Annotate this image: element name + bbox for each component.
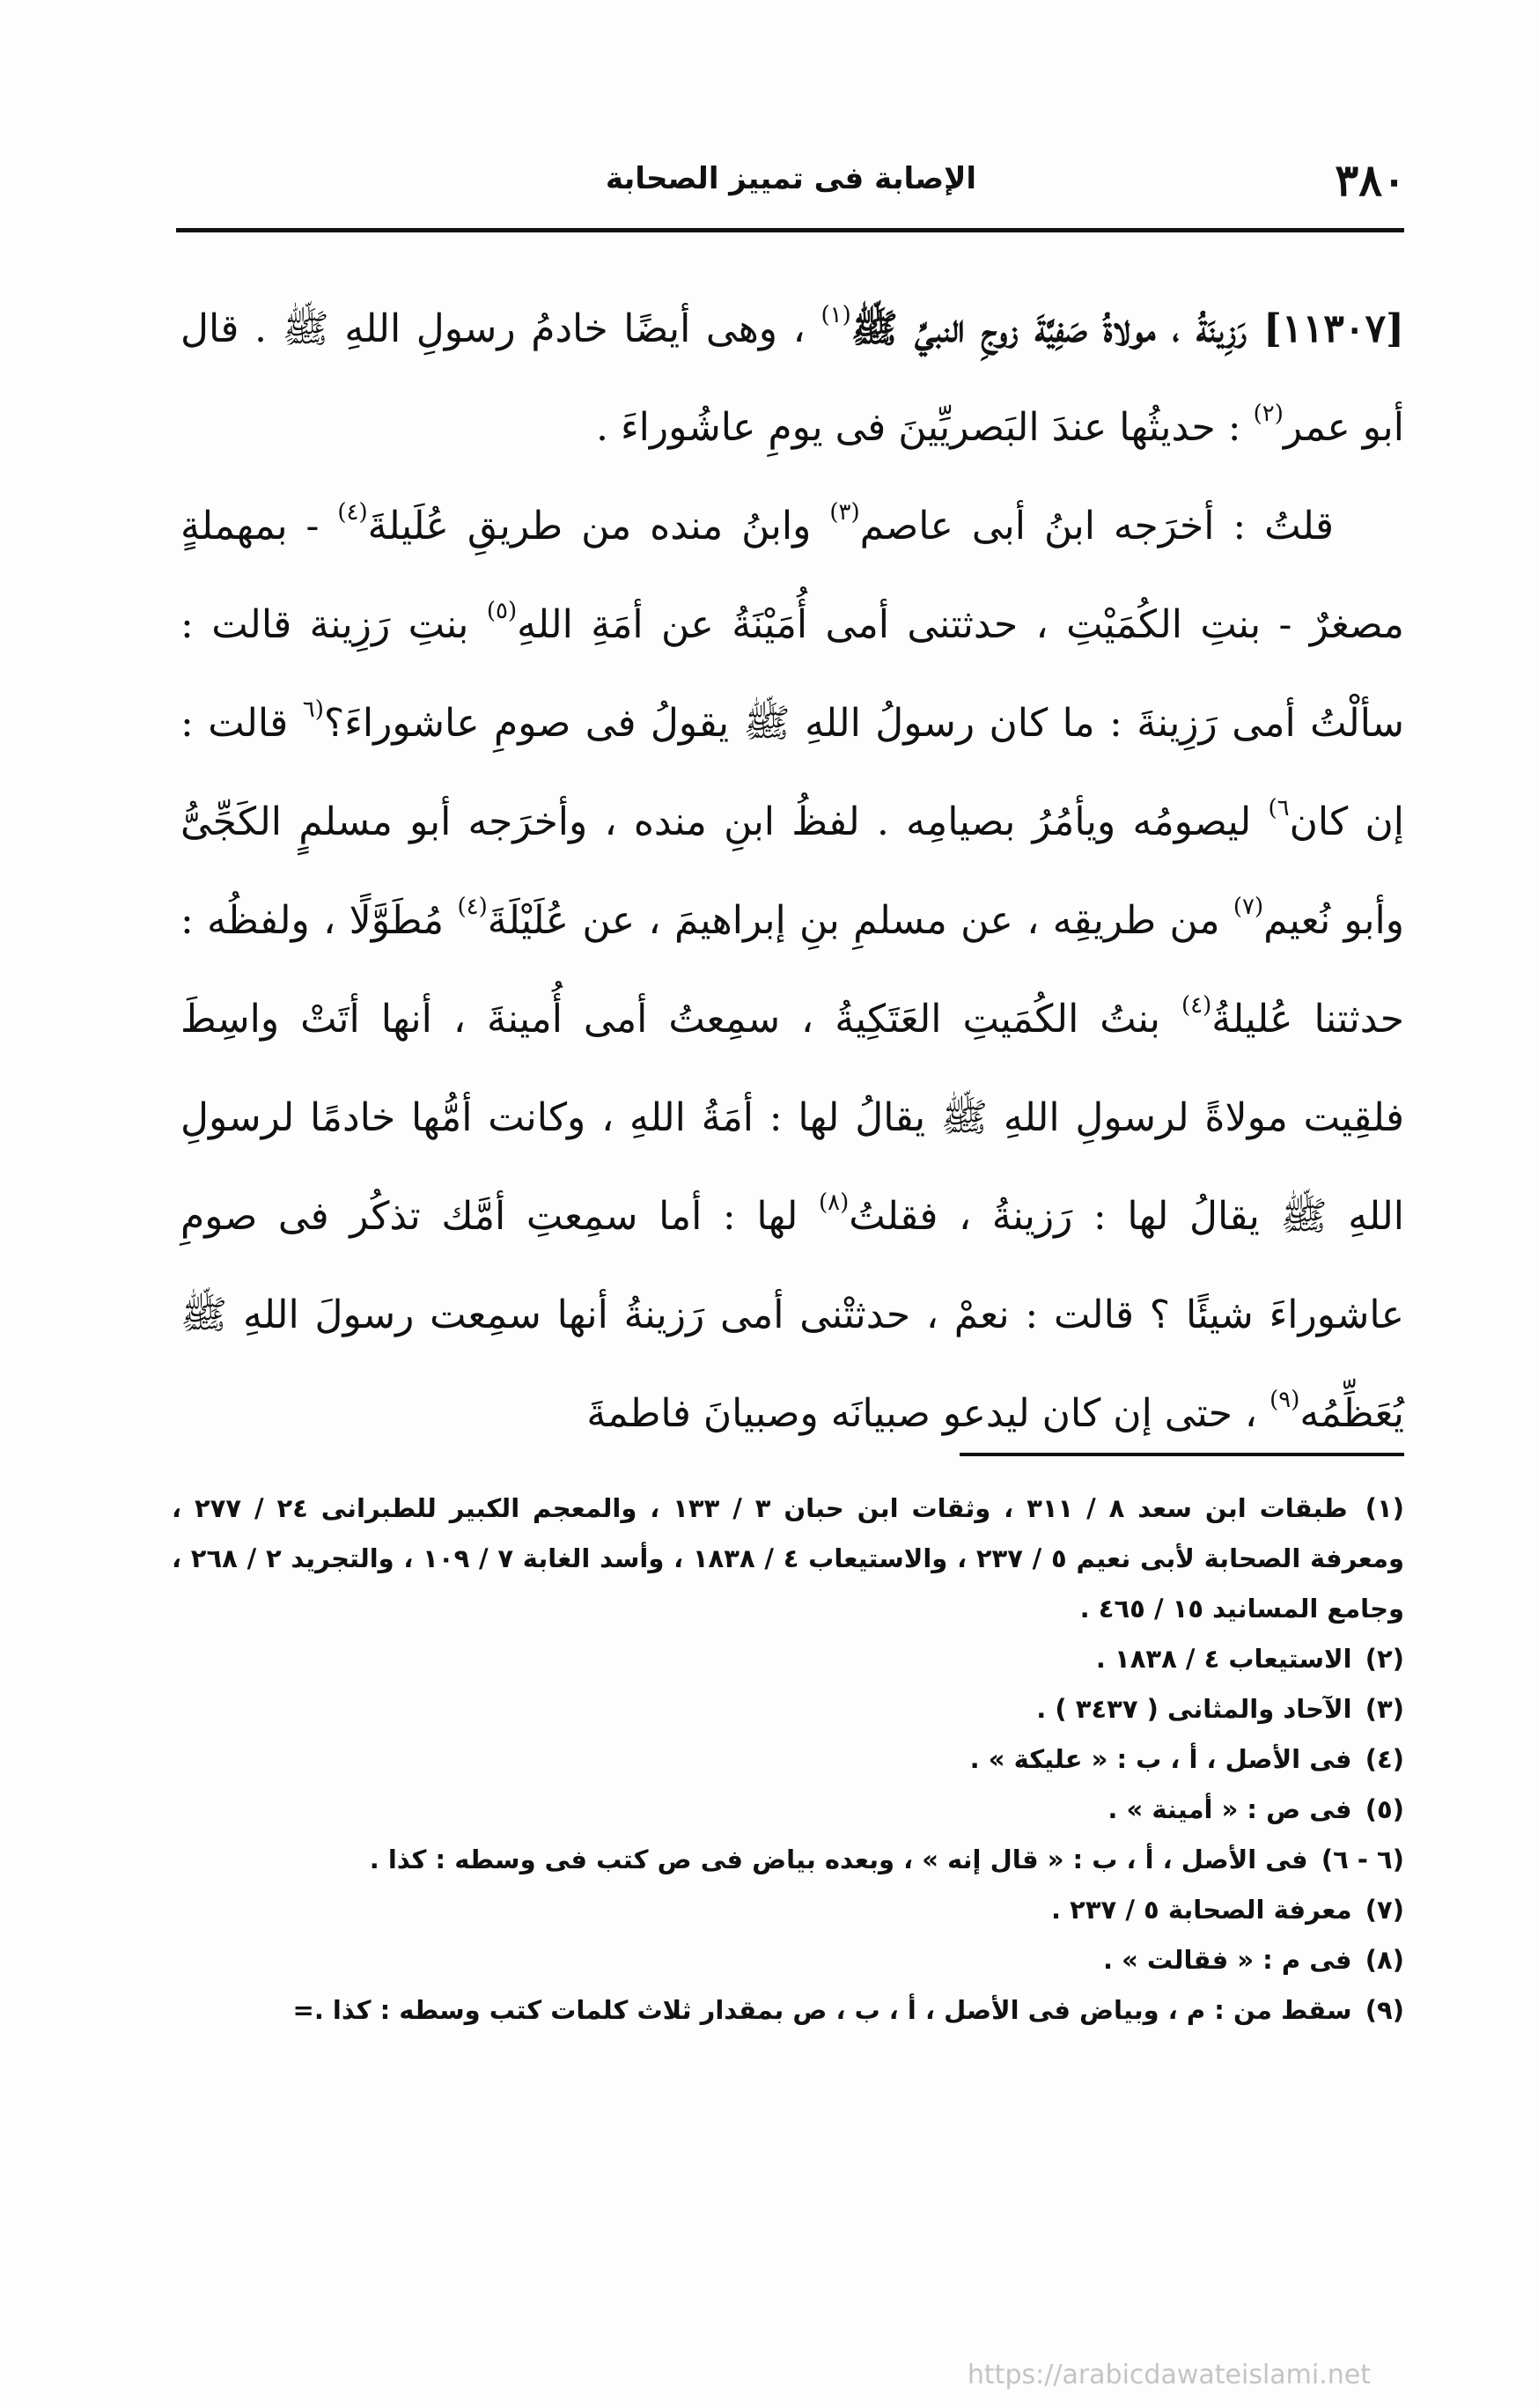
footnote-text: سقط من : م ، وبياض فى الأصل ، أ ، ب ، ص بمقدار ثلاث كلمات كتب وسطه : كذا .= <box>292 1995 1352 2025</box>
footnote-number: (٢) <box>1365 1644 1404 1674</box>
footnote <box>172 1885 1404 1935</box>
footnote-ref: (٢) <box>1253 401 1284 427</box>
footnote <box>172 1785 1404 1835</box>
footnote-ref: (٩) <box>1269 1387 1300 1413</box>
footnote-text: فى الأصل ، أ ، ب : « قال إنه » ، وبعده بياض فى ص كتب فى وسطه : كذا . <box>369 1845 1308 1874</box>
footnote <box>172 1835 1404 1885</box>
footnote-ref: (٤) <box>337 499 368 526</box>
footnote-ref: (٤) <box>1181 992 1212 1019</box>
text-segment: : حديثُها عندَ البَصريِّينَ فى يومِ عاشُوراءَ . <box>596 405 1241 450</box>
footnote-ref: (١) <box>821 302 851 328</box>
footnote-number: (١) <box>1365 1493 1404 1523</box>
text-segment: ، حتى إن كان ليدعو صبيانَه وصبيانَ فاطمةَ <box>586 1391 1258 1436</box>
footnotes <box>172 1484 1404 2036</box>
footnote <box>172 1985 1404 2036</box>
entry-heading: [١١٣٠٧] رَزِينَةُ ، مولاةُ صَفِيَّةَ زوجِ النبيِّ ﷺ <box>850 306 1404 351</box>
footnote-number: (٧) <box>1365 1895 1404 1925</box>
footnote-text: الاستيعاب ٤ / ١٨٣٨ . <box>1095 1644 1352 1674</box>
footnote-number: (٦ - ٦) <box>1321 1845 1404 1874</box>
header-rule <box>176 228 1404 232</box>
footnote-number: (٨) <box>1365 1945 1404 1975</box>
footnote <box>172 1634 1404 1684</box>
footnote-number: (٣) <box>1365 1694 1404 1724</box>
running-title: الإصابة فى تمييز الصحابة <box>605 161 977 196</box>
footnote-ref: ٦) <box>1268 795 1290 821</box>
footnote-ref: (٧) <box>1233 894 1264 920</box>
footnote-rule <box>960 1453 1404 1456</box>
text-segment: بنتِ رَزِينة قالت : سألْتُ أمى رَزِينةَ : ما كان رسولُ اللهِ ﷺ يقولُ فى صومِ عاشوراءَ؟ <box>180 602 1404 746</box>
text-segment: - بمهملةٍ مصغرٌ - بنتِ الكُمَيْتِ ، حدثتنى أمى أُمَيْنَةُ عن أمَةِ اللهِ <box>180 504 1404 647</box>
text-segment: بنتُ الكُمَيتِ العَتَكِيةُ ، سمِعتُ أمى أُمينةَ ، أنها أتَتْ واسِطَ فلقِيت مولاةً لرسولِ اللهِ ﷺ يقالُ لها : أمَةُ اللهِ ، وكانت أمُّها خادمًا لرسولِ اللهِ ﷺ يقالُ لها : رَزينةُ ، فقلتُ <box>180 997 1404 1239</box>
footnote-text: طبقات ابن سعد ٨ / ٣١١ ، وثقات ابن حبان ٣ / ١٣٣ ، والمعجم الكبير للطبرانى ٢٤ / ٢٧٧ ، ومعرفة الصحابة لأبى نعيم ٥ / ٢٣٧ ، والاستيعاب ٤ / ١٨٣٨ ، وأسد الغابة ٧ / ١٠٩ ، والتجريد ٢ / ٢٦٨ ، وجامع المسانيد ١٥ / ٤٦٥ . <box>172 1493 1404 1624</box>
footnote-text: فى الأصل ، أ ، ب : « عليكة » . <box>969 1744 1352 1774</box>
entry-paragraph <box>180 280 1404 477</box>
footnote-text: فى ص : « أمينة » . <box>1108 1794 1352 1824</box>
footnote <box>172 1684 1404 1734</box>
text-segment: قلتُ : أخرَجه ابنُ أبى عاصم <box>859 504 1334 549</box>
footnote-text: فى م : « فقالت » . <box>1102 1945 1352 1975</box>
footnote-number: (٩) <box>1365 1995 1404 2025</box>
footnote-number: (٤) <box>1365 1744 1404 1774</box>
footnote-ref: (٤) <box>457 894 488 920</box>
main-text <box>180 280 1404 1463</box>
commentary-paragraph <box>180 477 1404 1463</box>
source-watermark: https://arabicdawateislami.net <box>967 2360 1371 2390</box>
footnote-text: معرفة الصحابة ٥ / ٢٣٧ . <box>1051 1895 1352 1925</box>
footnote-text: الآحاد والمثانى ( ٣٤٣٧ ) . <box>1036 1694 1352 1724</box>
footnote-ref: (٨) <box>819 1189 850 1216</box>
text-segment: ، وهى أيضًا خادمُ رسولِ اللهِ ﷺ . قال أبو عمر <box>180 306 1404 450</box>
footnote <box>172 1484 1404 1634</box>
footnote <box>172 1734 1404 1785</box>
text-segment: من طريقِه ، عن مسلمِ بنِ إبراهيمَ ، عن عُلَيْلَةَ <box>487 898 1220 943</box>
footnote-ref: (٣) <box>829 499 860 526</box>
text-segment: قالت : إن كان <box>180 701 1404 844</box>
footnote-number: (٥) <box>1365 1794 1404 1824</box>
text-segment: وابنُ منده من طريقِ عُلَيلةَ <box>367 504 812 549</box>
footnote-ref: (٥) <box>486 598 518 624</box>
text-segment: مُطَوَّلًا ، ولفظُه : حدثتنا عُليلةُ <box>180 898 1404 1042</box>
page-header <box>176 154 1406 207</box>
page-number: ٣٨٠ <box>1335 154 1406 206</box>
text-segment: ليصومُه ويأمُرُ بصيامِه . لفظُ ابنِ منده ، وأخرَجه أبو مسلمٍ الكَجِّىُّ وأبو نُعيم <box>180 799 1404 943</box>
footnote-ref: (٦ <box>302 696 324 723</box>
text-segment: لها : أما سمِعتِ أمَّك تذكُر فى صومِ عاشوراءَ شيئًا ؟ قالت : نعمْ ، حدثتْنى أمى رَزينةُ أنها سمِعت رسولَ اللهِ ﷺ يُعَظِّمُه <box>180 1194 1404 1436</box>
footnote <box>172 1935 1404 1985</box>
